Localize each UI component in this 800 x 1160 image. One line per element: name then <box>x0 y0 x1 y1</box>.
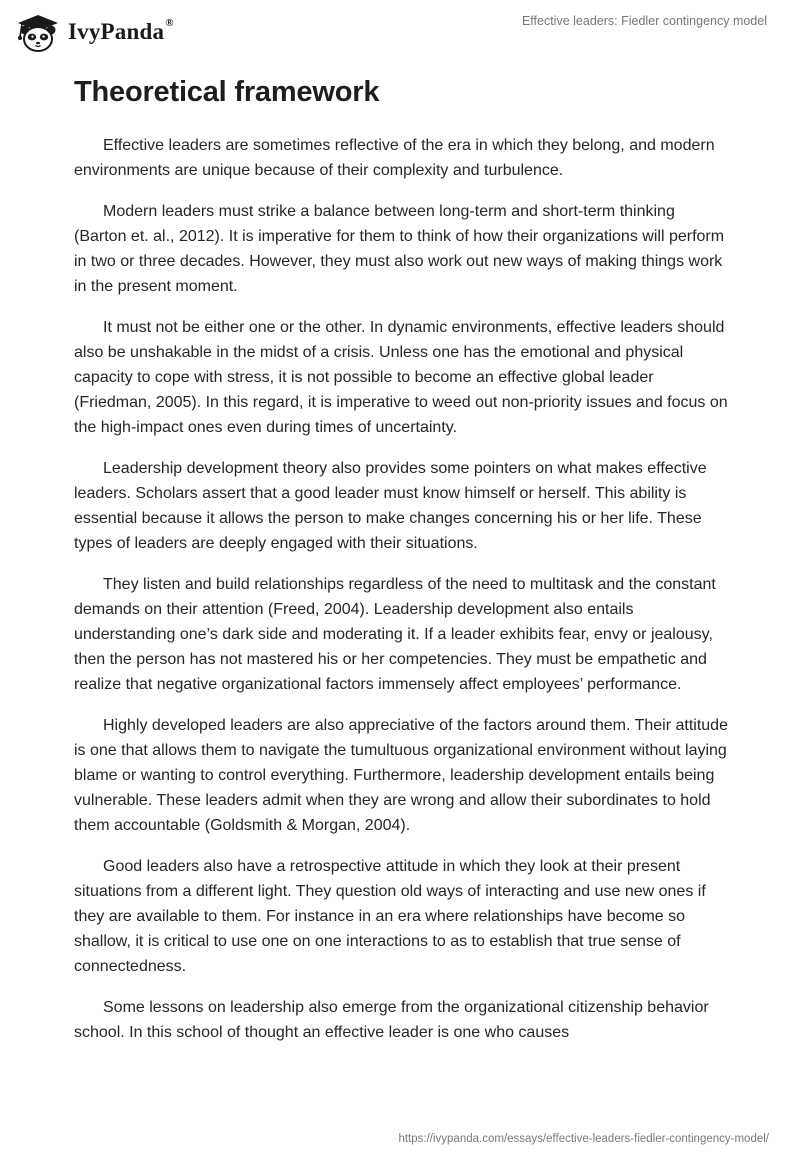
essay-content <box>74 72 730 1061</box>
registered-mark: ® <box>165 17 174 30</box>
document-title: Effective leaders: Fiedler contingency model <box>521 14 767 28</box>
paragraph: They listen and build relationships regardless of the need to multitask and the constant demands on their attention (Freed, 2004). Leadership development also entails understanding one’s dark side and moderating it. If a leader exhibits fear, envy or jealousy, then the person has not mastered his or her competencies. They must be empathetic and realize that negative organizational factors immensely affect employees’ performance. <box>74 576 716 693</box>
paragraph: Modern leaders must strike a balance between long-term and short-term thinking (Barton et. al., 2012). It is imperative for them to think of how their organizations will perform in two or three decades. However, they must also work out new ways of making things work in the present moment. <box>74 203 725 295</box>
paragraph-list <box>74 133 730 1045</box>
source-url-link[interactable]: https://ivypanda.com/essays/effective-leaders-fiedler-contingency-model/ <box>398 1133 769 1145</box>
paragraph: Effective leaders are sometimes reflective of the era in which they belong, and modern environments are unique because of their complexity and turbulence. <box>74 137 715 179</box>
page-header <box>0 0 800 70</box>
panda-graduation-cap-icon <box>14 10 62 54</box>
paragraph: Highly developed leaders are also appreciative of the factors around them. Their attitude is one that allows them to navigate the tumultuous organizational environment without laying blame or wanting to control everything. Furthermore, leadership development entails being vulnerable. These leaders admit when they are wrong and allow their subordinates to hold them accountable (Goldsmith & Morgan, 2004). <box>74 717 728 834</box>
paragraph: It must not be either one or the other. In dynamic environments, effective leaders should also be unshakable in the midst of a crisis. Unless one has the emotional and physical capacity to cope with stress, it is not possible to become an effective global leader (Friedman, 2005). In this regard, it is imperative to weed out non-priority issues and focus on the high-impact ones even during times of uncertainty. <box>74 319 728 436</box>
brand-logo[interactable] <box>14 10 174 54</box>
paragraph: Some lessons on leadership also emerge from the organizational citizenship behavior school. In this school of thought an effective leader is one who causes <box>74 999 709 1041</box>
brand-name: IvyPanda® <box>68 17 174 44</box>
paragraph: Leadership development theory also provides some pointers on what makes effective leaders. Scholars assert that a good leader must know himself or herself. This ability is essential because it allows the person to make changes concerning his or her life. These types of leaders are deeply engaged with their situations. <box>74 460 707 552</box>
section-heading: Theoretical framework <box>74 76 380 108</box>
paragraph: Good leaders also have a retrospective attitude in which they look at their present situations from a different light. They question old ways of interacting and use new ones if they are available to them. For instance in an era where relationships have become so shallow, it is critical to use one on one interactions to as to establish that true sense of connectedness. <box>74 858 706 975</box>
